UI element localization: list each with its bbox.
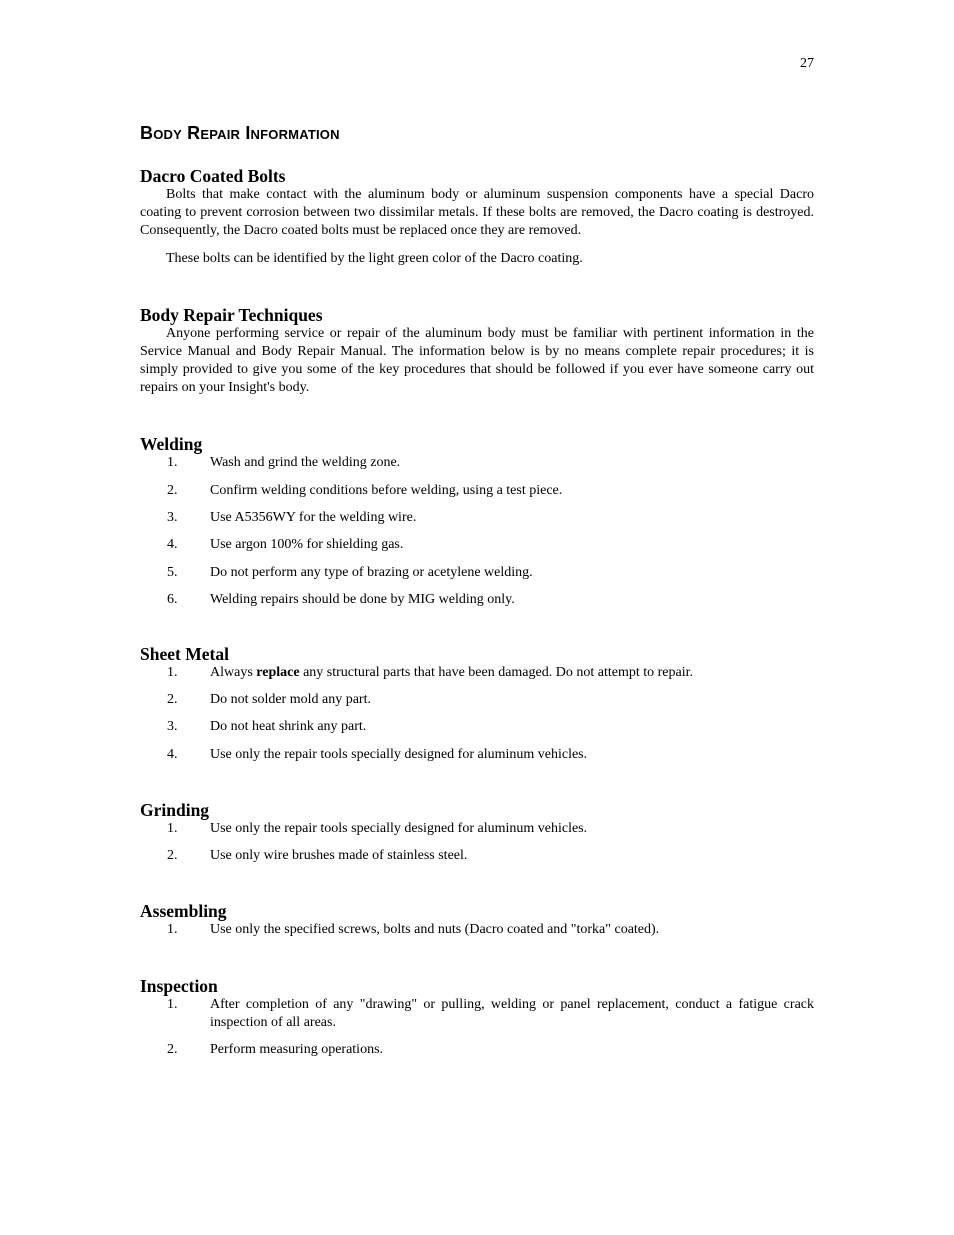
list-text: Use A5356WY for the welding wire. xyxy=(210,510,417,525)
list-item xyxy=(140,820,814,838)
list-text: Use only wire brushes made of stainless steel. xyxy=(210,848,468,863)
list-item xyxy=(140,746,814,764)
list-number: 4. xyxy=(167,537,178,552)
list-item xyxy=(140,509,814,527)
emphasis-replace: replace xyxy=(256,665,300,680)
list-item xyxy=(140,664,814,682)
list-item xyxy=(140,564,814,582)
section-heading: Inspection xyxy=(140,976,218,996)
paragraph: Anyone performing service or repair of the aluminum body must be familiar with pertinent information in the Service Manual and Body Repair Manual. The information below is by no means complete repair procedures; it is simply provided to give you some of the key procedures that should be followed if you ever have someone carry out repairs on your Insight's body. xyxy=(140,326,814,395)
list-item xyxy=(140,921,814,939)
list-text: Do not heat shrink any part. xyxy=(210,719,367,734)
list-text: Perform measuring operations. xyxy=(210,1042,384,1057)
section-heading: Assembling xyxy=(140,901,227,921)
list-text: After completion of any "drawing" or pulling, welding or panel replacement, conduct a fatigue crack inspection of all areas. xyxy=(210,997,814,1030)
welding-list xyxy=(140,454,814,609)
list-item xyxy=(140,1041,814,1059)
section-body-repair-techniques xyxy=(140,305,814,397)
list-text: Use only the repair tools specially designed for aluminum vehicles. xyxy=(210,821,588,836)
list-item xyxy=(140,536,814,554)
section-inspection xyxy=(140,976,814,1059)
list-number: 2. xyxy=(167,1042,178,1057)
section-heading: Dacro Coated Bolts xyxy=(140,166,286,186)
section-heading: Sheet Metal xyxy=(140,644,229,664)
list-text: Use only the repair tools specially designed for aluminum vehicles. xyxy=(210,747,588,762)
section-welding xyxy=(140,434,814,609)
page-number: 27 xyxy=(800,56,814,71)
list-text: Use only the specified screws, bolts and nuts (Dacro coated and "torka" coated). xyxy=(210,922,660,937)
list-text: Do not solder mold any part. xyxy=(210,692,371,707)
section-heading: Welding xyxy=(140,434,203,454)
list-item xyxy=(140,847,814,865)
list-number: 3. xyxy=(167,719,178,734)
list-number: 4. xyxy=(167,747,178,762)
section-heading: Body Repair Techniques xyxy=(140,305,323,325)
section-sheet-metal xyxy=(140,644,814,764)
document-body xyxy=(140,122,814,1059)
list-number: 2. xyxy=(167,483,178,498)
section-heading: Grinding xyxy=(140,800,210,820)
paragraph: These bolts can be identified by the light green color of the Dacro coating. xyxy=(166,251,583,266)
list-item xyxy=(140,454,814,472)
list-text: Wash and grind the welding zone. xyxy=(210,455,401,470)
section-assembling xyxy=(140,901,814,939)
sheet-metal-list xyxy=(140,664,814,764)
list-item xyxy=(140,482,814,500)
list-item xyxy=(140,691,814,709)
list-number: 5. xyxy=(167,565,178,580)
list-number: 1. xyxy=(167,665,178,680)
list-text: Use argon 100% for shielding gas. xyxy=(210,537,404,552)
list-number: 1. xyxy=(167,821,178,836)
list-number: 1. xyxy=(167,922,178,937)
document-title: Body Repair Information xyxy=(140,123,340,143)
list-text: Welding repairs should be done by MIG welding only. xyxy=(210,592,515,607)
list-number: 2. xyxy=(167,848,178,863)
grinding-list xyxy=(140,820,814,865)
list-item xyxy=(140,718,814,736)
list-item xyxy=(140,591,814,609)
paragraph: Bolts that make contact with the aluminum body or aluminum suspension components have a special Dacro coating to prevent corrosion between two dissimilar metals. If these bolts are removed, the Dacro coating is destroyed. Consequently, the Dacro coated bolts must be replaced once they are removed. xyxy=(140,187,814,238)
assembling-list xyxy=(140,921,814,939)
section-dacro-coated-bolts xyxy=(140,166,814,268)
inspection-list xyxy=(140,996,814,1059)
list-number: 6. xyxy=(167,592,178,607)
list-number: 1. xyxy=(167,997,178,1012)
section-grinding xyxy=(140,800,814,865)
list-text-post: any structural parts that have been damaged. Do not attempt to repair. xyxy=(299,665,693,680)
list-text: Do not perform any type of brazing or acetylene welding. xyxy=(210,565,533,580)
list-text: Confirm welding conditions before welding, using a test piece. xyxy=(210,483,563,498)
list-number: 2. xyxy=(167,692,178,707)
list-item xyxy=(140,996,814,1032)
list-number: 1. xyxy=(167,455,178,470)
list-text-pre: Always xyxy=(210,665,257,680)
list-number: 3. xyxy=(167,510,178,525)
